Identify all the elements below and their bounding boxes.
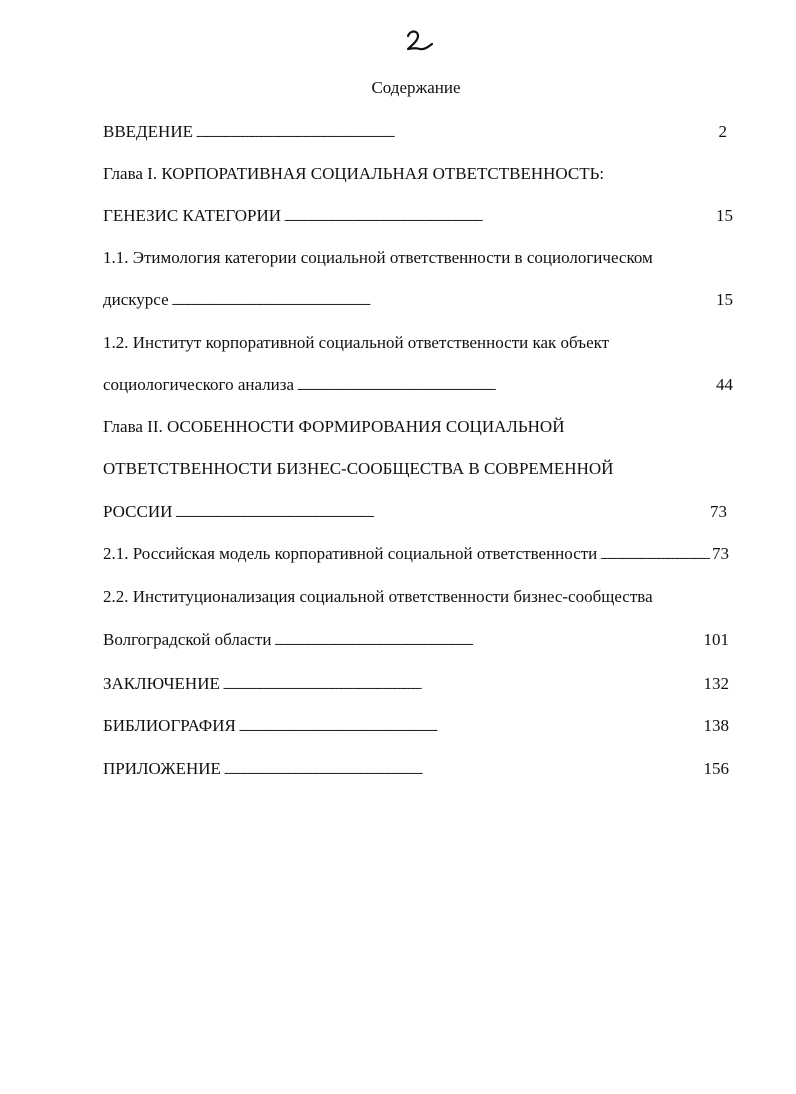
dot-leader [274,627,701,653]
toc-entry [103,203,733,229]
toc-entry-title: Глава II. ОСОБЕННОСТИ ФОРМИРОВАНИЯ СОЦИАЛЬНОЙ [103,417,565,436]
toc-entry-page: 73 [710,502,727,521]
toc-entry-title: ПРИЛОЖЕНИЕ [103,759,221,778]
toc-entry-title: 1.2. Институт корпоративной социальной ответственности как объект [103,333,610,352]
toc-entry-title: ВВЕДЕНИЕ [103,122,193,141]
toc-entry [103,627,729,653]
toc-entry [103,584,653,610]
toc-entry [103,372,733,398]
toc-entry-title: дискурсе [103,290,169,309]
dot-leader [239,713,702,739]
toc-entry [103,713,729,739]
dot-leader [297,372,714,398]
table-of-contents [103,0,743,1094]
toc-entry-title: 2.2. Институционализация социальной ответственности бизнес-сообщества [103,587,653,606]
dot-leader [600,541,710,567]
toc-entry-title: социологического анализа [103,375,295,394]
dot-leader [284,203,714,229]
toc-entry [103,119,727,145]
toc-entry-title: ЗАКЛЮЧЕНИЕ [103,674,220,693]
toc-entry-title: Глава I. КОРПОРАТИВНАЯ СОЦИАЛЬНАЯ ОТВЕТСТВЕННОСТЬ: [103,164,605,183]
toc-entry-page: 101 [703,630,729,649]
toc-entry [103,161,604,187]
toc-entry-page: 138 [703,716,729,735]
dot-leader [224,756,702,782]
toc-entry-page: 156 [703,759,729,778]
toc-entry-page: 2 [718,122,727,141]
dot-leader [172,287,714,313]
toc-entry [103,499,727,525]
toc-entry-title: ГЕНЕЗИС КАТЕГОРИИ [103,206,282,225]
toc-entry [103,671,729,697]
dot-leader [223,671,702,697]
toc-entry-page: 132 [703,674,729,693]
page-title: Содержание [371,78,461,97]
toc-entry-page: 73 [712,544,729,563]
toc-entry-page: 44 [716,375,733,394]
toc-entry [103,287,733,313]
dot-leader [196,119,717,145]
toc-entry [103,414,565,440]
toc-entry-title: 2.1. Российская модель корпоративной социальной ответственности [103,544,598,563]
toc-entry-page: 15 [716,290,733,309]
toc-entry-page: 15 [716,206,733,225]
dot-leader [175,499,708,525]
toc-entry [103,330,609,356]
toc-entry-title: 1.1. Этимология категории социальной ответственности в социологическом [103,248,653,267]
toc-entry-title: РОССИИ [103,502,173,521]
toc-entry-title: ОТВЕТСТВЕННОСТИ БИЗНЕС-СООБЩЕСТВА В СОВРЕМЕННОЙ [103,459,614,478]
toc-entry [103,541,729,567]
toc-entry [103,756,729,782]
toc-entry [103,456,613,482]
toc-entry-title: БИБЛИОГРАФИЯ [103,716,236,735]
toc-entry-title: Волгоградской области [103,630,272,649]
toc-entry [103,245,653,271]
